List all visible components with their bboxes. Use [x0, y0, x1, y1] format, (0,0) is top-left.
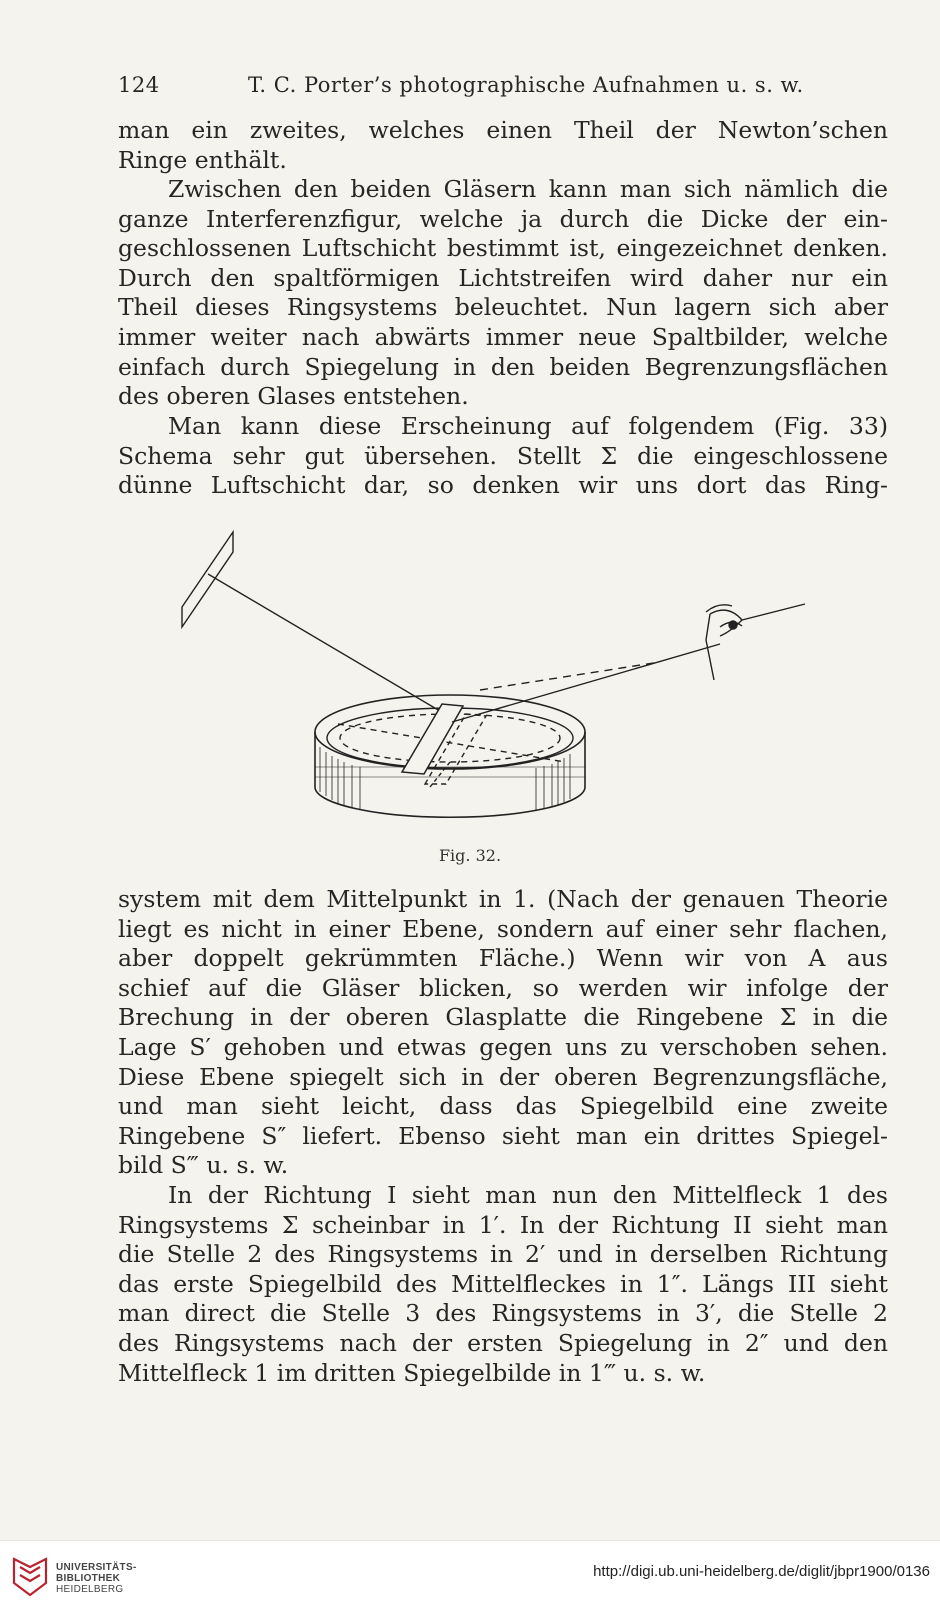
text-line: immer weiter nach abwärts immer neue Spaltbilder, welche — [118, 322, 888, 351]
text-line: Zwischen den beiden Gläsern kann man sich nämlich die — [168, 175, 888, 203]
reflected-ray — [452, 644, 720, 722]
library-footer — [0, 1540, 940, 1610]
source-url-link[interactable]: http://digi.ub.uni-heidelberg.de/diglit/jbpr1900/0136 — [593, 1563, 930, 1580]
text-line: Mittelfleck 1 im dritten Spiegelbilde in 1‴ u. s. w. — [118, 1358, 706, 1387]
paragraph-3 — [118, 412, 888, 501]
text-line: und man sieht leicht, dass das Spiegelbild eine zweite — [118, 1092, 888, 1121]
text-line: Diese Ebene spiegelt sich in der oberen Begrenzungsfläche, — [118, 1062, 888, 1091]
text-line: Ringebene S″ liefert. Ebenso sieht man ein drittes Spiegel- — [118, 1121, 888, 1150]
paragraph-1 — [118, 116, 888, 175]
text-line: das erste Spiegelbild des Mittelfleckes in 1″. Längs III sieht — [118, 1269, 888, 1298]
text-line: Brechung in der oberen Glasplatte die Ringebene Σ in die — [118, 1003, 888, 1032]
text-line: schief auf die Gläser blicken, so werden wir infolge der — [118, 973, 888, 1002]
text-line: Durch den spaltförmigen Lichtstreifen wird daher nur ein — [118, 263, 888, 292]
eye-icon — [706, 604, 805, 680]
dashed-sightline — [480, 662, 660, 690]
page-number: 124 — [118, 73, 160, 97]
text-line: die Stelle 2 des Ringsystems in 2′ und in derselben Richtung — [118, 1240, 888, 1269]
text-line: liegt es nicht in einer Ebene, sondern auf einer sehr flachen, — [118, 914, 888, 943]
text-line: Ringe enthält. — [118, 145, 287, 174]
text-line: Theil dieses Ringsystems beleuchtet. Nun lagern sich aber — [118, 293, 888, 322]
text-line: geschlossenen Luftschicht bestimmt ist, eingezeichnet denken. — [118, 234, 888, 263]
text-line: Lage S′ gehoben und etwas gegen uns zu verschoben sehen. — [118, 1032, 888, 1061]
text-line: dünne Luftschicht dar, so denken wir uns dort das Ring- — [118, 471, 888, 500]
text-line: Ringsystems Σ scheinbar in 1′. In der Richtung II sieht man — [118, 1210, 888, 1239]
text-line: des oberen Glases entstehen. — [118, 382, 469, 411]
paragraph-4 — [118, 885, 888, 1181]
text-line: man ein zweites, welches einen Theil der Newton’schen — [118, 116, 888, 144]
text-line: Man kann diese Erscheinung auf folgendem (Fig. 33) — [168, 412, 888, 440]
text-line: aber doppelt gekrümmten Fläche.) Wenn wir von A aus — [118, 944, 888, 973]
university-library-logo — [10, 1555, 50, 1599]
text-line: system mit dem Mittelpunkt in 1. (Nach der genauen Theorie — [118, 885, 888, 913]
text-line: einfach durch Spiegelung in den beiden Begrenzungsflächen — [118, 352, 888, 381]
library-line-1: UNIVERSITÄTS- — [56, 1562, 137, 1573]
paragraph-5 — [118, 1181, 888, 1388]
text-line: Schema sehr gut übersehen. Stellt Σ die eingeschlossene — [118, 441, 888, 470]
text-line: In der Richtung I sieht man nun den Mittelfleck 1 des — [168, 1181, 888, 1209]
dish-wall — [315, 732, 585, 817]
text-line: ganze Interferenzfigur, welche ja durch die Dicke der ein- — [118, 204, 888, 233]
figure-32-drawing — [180, 522, 840, 842]
figure-caption: Fig. 32. — [438, 846, 502, 865]
library-line-3: HEIDELBERG — [56, 1584, 124, 1595]
running-title: T. C. Porter’s photographische Aufnahmen u. s. w. — [248, 73, 804, 97]
library-name — [56, 1562, 137, 1595]
slit-screen — [182, 532, 233, 627]
dashed-axis — [338, 724, 565, 762]
text-line: bild S‴ u. s. w. — [118, 1151, 289, 1180]
library-line-2: BIBLIOTHEK — [56, 1573, 121, 1584]
paragraph-2 — [118, 175, 888, 412]
text-line: man direct die Stelle 3 des Ringsystems in 3′, die Stelle 2 — [118, 1299, 888, 1328]
text-line: des Ringsystems nach der ersten Spiegelung in 2″ und den — [118, 1328, 888, 1357]
